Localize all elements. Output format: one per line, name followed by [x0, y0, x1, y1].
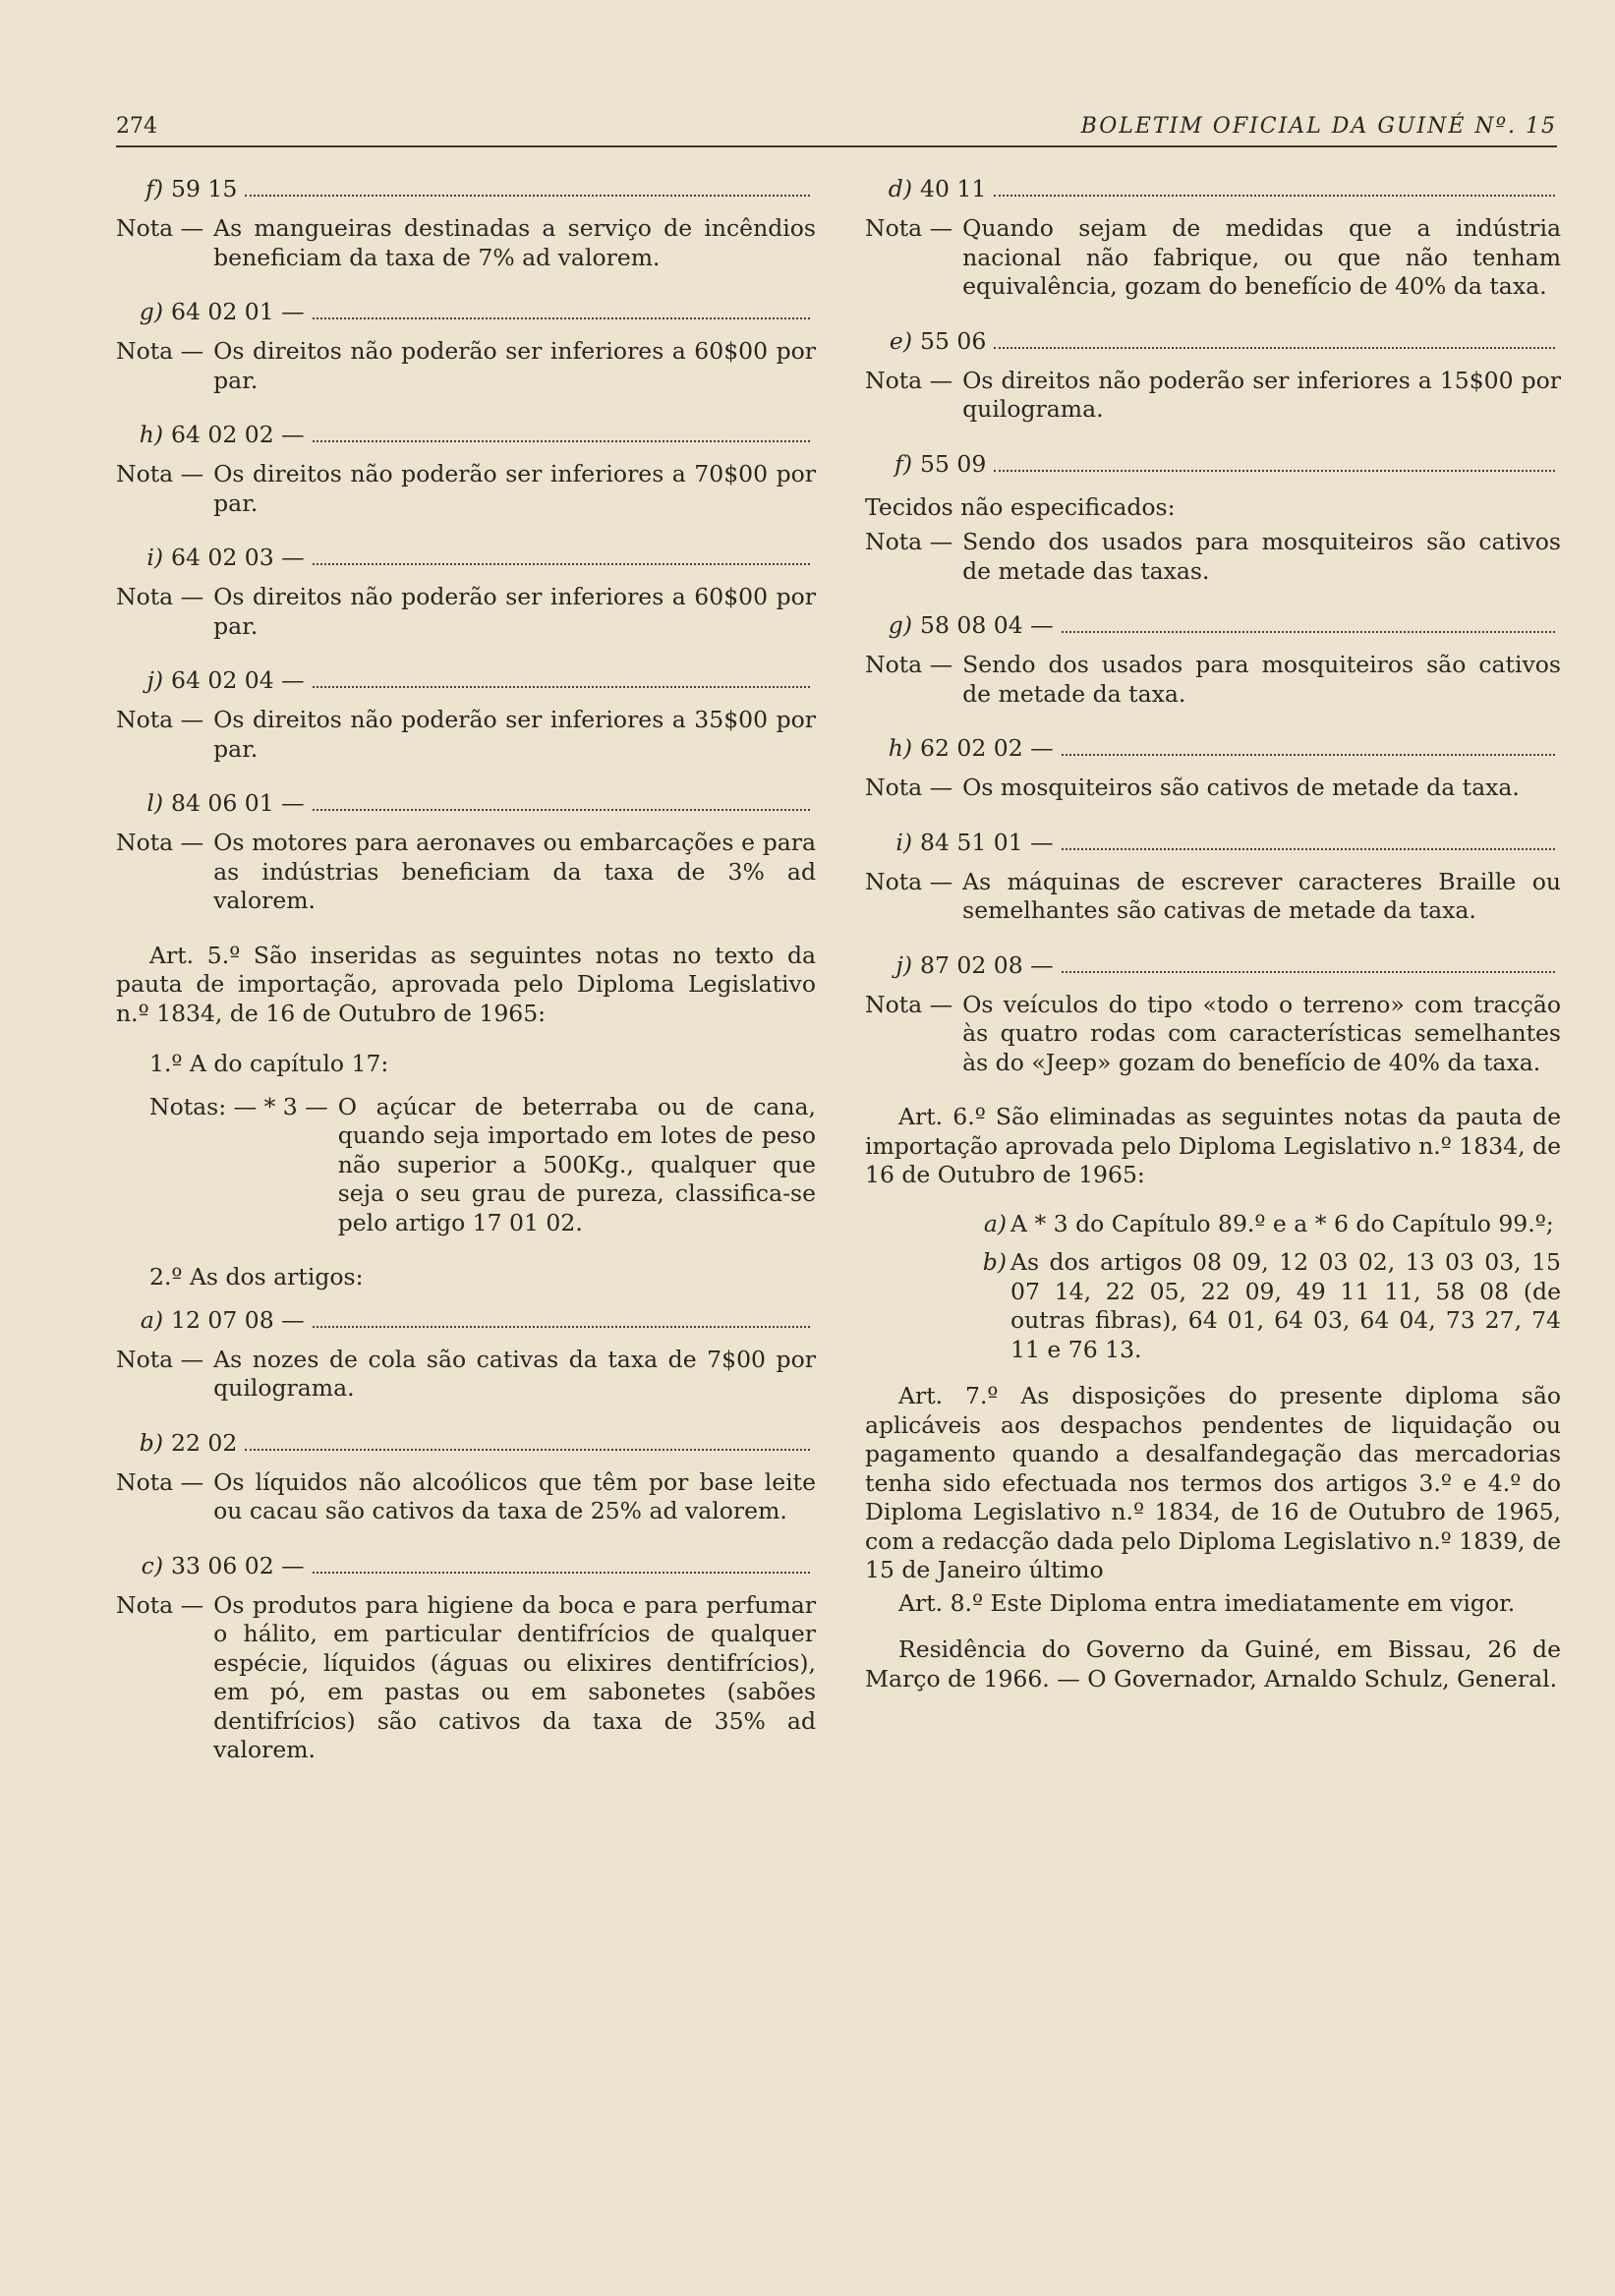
art6-item-text: As dos artigos 08 09, 12 03 02, 13 03 03, 15 07 14, 22 05, 22 09, 49 11 11, 58 08 (de outras fibras), 64 01, 64 03, 64 04, 73 27, 74 11 e 76 13.	[1010, 1248, 1561, 1363]
art6-item-letter: b)	[982, 1248, 1007, 1276]
closing-signature: Residência do Governo da Guiné, em Bissau, 26 de Março de 1966. — O Governador, Arnaldo Schulz, General.	[865, 1636, 1561, 1693]
entry-note	[116, 706, 816, 764]
dot-leader	[994, 195, 1555, 197]
entry-code: 87 02 08 —	[920, 950, 1054, 979]
entry-head	[865, 951, 1561, 981]
entry-head	[116, 175, 816, 204]
note-text: Os direitos não poderão ser inferiores a 60$00 por par.	[213, 583, 816, 640]
tariff-entry	[116, 544, 816, 641]
note-label: Nota —	[865, 867, 953, 895]
note-label: Nota —	[116, 706, 204, 733]
tariff-entry	[116, 175, 816, 272]
page-number: 274	[116, 114, 157, 139]
entry-letter: f)	[145, 175, 163, 202]
note-text: Os veículos do tipo «todo o terreno» com tracção às quatro rodas com características semelhantes às do «Jeep» gozam do benefício de 40% da taxa.	[962, 990, 1561, 1076]
note-label: Nota —	[865, 366, 953, 394]
entry-letter: g)	[888, 611, 912, 639]
entry-code: 84 06 01 —	[171, 789, 305, 817]
entry-f-note	[865, 528, 1561, 586]
entry-head	[865, 175, 1561, 204]
entry-head	[116, 666, 816, 696]
dot-leader	[313, 1572, 810, 1574]
entry-letter: j)	[146, 666, 163, 694]
dot-leader	[245, 1449, 810, 1451]
note-text: Os motores para aeronaves ou embarcações e para as indústrias beneficiam da taxa de 3% ad valorem.	[213, 829, 816, 914]
dot-leader	[313, 809, 810, 811]
entry-letter: f)	[894, 449, 912, 478]
note-label: Nota —	[116, 1467, 204, 1496]
entry-code: 64 02 03 —	[171, 544, 305, 571]
cap17-note-text: O açúcar de beterraba ou de cana, quando seja importado em lotes de peso não superior a 500Kg., qualquer que seja o seu grau de pureza, classifica-se pelo artigo 17 01 02.	[337, 1092, 816, 1236]
note-label: Nota —	[865, 990, 953, 1018]
note-text: Os direitos não poderão ser inferiores a 15$00 por quilograma.	[962, 366, 1561, 423]
tariff-entry	[116, 1306, 816, 1404]
page-header	[116, 110, 1557, 149]
entry-code: 55 09	[920, 449, 987, 478]
note-label: Nota —	[865, 528, 953, 555]
entry-note	[116, 460, 816, 518]
artigos-heading: 2.º As dos artigos:	[149, 1263, 364, 1291]
art6-item	[967, 1210, 1561, 1239]
note-text: Os direitos não poderão ser inferiores a 60$00 por par.	[213, 337, 816, 394]
art6-item	[967, 1248, 1561, 1364]
note-label: Nota —	[116, 583, 204, 610]
entry-code: 64 02 04 —	[171, 666, 305, 694]
tariff-entry	[116, 421, 816, 518]
entry-code: 33 06 02 —	[171, 1551, 305, 1579]
entry-letter: i)	[146, 544, 163, 571]
entry-code: 22 02	[171, 1428, 238, 1457]
note-text: Os direitos não poderão ser inferiores a 70$00 por par.	[213, 460, 816, 517]
tariff-entry	[865, 611, 1561, 709]
entry-head	[865, 327, 1561, 357]
dot-leader	[1062, 848, 1555, 850]
note-text: Os produtos para higiene da boca e para perfumar o hálito, em particular dentifrícios de qualquer espécie, líquidos (águas ou elixires dentifrícios), em pó, em pastas ou em sabonetes (sabões dentifrícios) são cativos da taxa de 35% ad valorem.	[213, 1590, 816, 1763]
entry-code: 40 11	[920, 175, 987, 202]
art5-text: Art. 5.º São inseridas as seguintes notas no texto da pauta de importação, aprovada pelo Diploma Legislativo n.º 1834, de 16 de Outubro de 1965:	[116, 941, 816, 1027]
note-label: Nota —	[116, 214, 204, 242]
art6-text: Art. 6.º São eliminadas as seguintes notas da pauta de importação aprovada pelo Diploma Legislativo n.º 1834, de 16 de Outubro de 1965:	[865, 1103, 1561, 1188]
tariff-entry	[865, 175, 1561, 302]
dot-leader	[313, 317, 810, 319]
cap17-note-label: Notas: — * 3 —	[149, 1092, 328, 1120]
right-entries	[865, 175, 1561, 425]
entry-code: 84 51 01 —	[920, 828, 1054, 856]
tariff-entry	[865, 327, 1561, 425]
note-text: As mangueiras destinadas a serviço de incêndios beneficiam da taxa de 7% ad valorem.	[213, 214, 816, 271]
entry-head	[865, 611, 1561, 641]
entry-note	[865, 774, 1561, 803]
running-title: BOLETIM OFICIAL DA GUINÉ Nº. 15	[1080, 114, 1557, 139]
note-text: Os direitos não poderão ser inferiores a 35$00 por par.	[213, 706, 816, 763]
note-text: As nozes de cola são cativas da taxa de 7$00 por quilograma.	[213, 1345, 816, 1402]
entry-letter: l)	[146, 789, 163, 817]
entry-head	[116, 1552, 816, 1581]
note-label: Nota —	[116, 460, 204, 488]
art7-text: Art. 7.º As disposições do presente diploma são aplicáveis aos despachos pendentes de liquidação ou pagamento quando a desalfandegação das mercadorias tenha sido efectuada nos termos dos artigos 3.º e 4.º do Diploma Legislativo n.º 1834, de 16 de Outubro de 1965, com a redacção dada pelo Diploma Legislativo n.º 1839, de 15 de Janeiro último	[865, 1382, 1561, 1583]
entry-head	[116, 421, 816, 450]
note-label: Nota —	[865, 651, 953, 678]
left-entries-artigos	[116, 1306, 816, 1765]
entry-head	[116, 1429, 816, 1459]
entry-letter: a)	[140, 1305, 163, 1334]
art6-item-letter: a)	[983, 1209, 1007, 1237]
entry-note	[865, 214, 1561, 302]
entry-note	[865, 868, 1561, 926]
dot-leader	[313, 686, 810, 688]
entry-f-subheading: Tecidos não especificados:	[865, 492, 1176, 521]
entry-letter: g)	[139, 298, 163, 325]
note-text: Os líquidos não alcoólicos que têm por base leite ou cacau são cativos da taxa de 25% ad valorem.	[213, 1467, 816, 1524]
tariff-entry	[116, 298, 816, 395]
cap17-note	[149, 1093, 816, 1238]
tariff-entry	[116, 1429, 816, 1526]
tariff-entry	[865, 734, 1561, 803]
tariff-entry	[865, 951, 1561, 1078]
tariff-entry	[116, 1552, 816, 1765]
entry-letter: c)	[141, 1551, 163, 1579]
entry-head	[865, 734, 1561, 764]
entry-head	[116, 789, 816, 819]
note-label: Nota —	[116, 1345, 204, 1373]
dot-leader	[1062, 631, 1555, 633]
art8-text: Art. 8.º Este Diploma entra imediatamente em vigor.	[898, 1588, 1516, 1617]
left-column	[116, 175, 816, 1791]
entry-code: 55 06	[920, 326, 987, 355]
entry-note	[116, 337, 816, 395]
entry-note	[865, 991, 1561, 1078]
tariff-entry	[865, 829, 1561, 926]
note-text: Os mosquiteiros são cativos de metade da taxa.	[962, 774, 1520, 801]
entry-letter: e)	[889, 326, 912, 355]
header-rule	[116, 145, 1557, 147]
entry-letter: d)	[888, 175, 912, 202]
entry-head	[865, 829, 1561, 858]
entry-note	[116, 1468, 816, 1526]
dot-leader	[313, 440, 810, 442]
entry-head	[116, 1306, 816, 1336]
note-text: As máquinas de escrever caracteres Braille ou semelhantes são cativas de metade da taxa.	[962, 867, 1561, 924]
entry-f-head	[865, 450, 1561, 480]
entry-note	[116, 583, 816, 641]
dot-leader	[245, 195, 810, 197]
dot-leader	[313, 563, 810, 565]
dot-leader	[1062, 971, 1555, 973]
entry-code: 59 15	[171, 175, 238, 202]
note-label: Nota —	[116, 1590, 204, 1619]
note-label: Nota —	[116, 829, 204, 856]
entry-code: 64 02 02 —	[171, 421, 305, 448]
art6-list	[865, 1210, 1561, 1365]
entry-letter: b)	[139, 1428, 163, 1457]
entry-note	[865, 651, 1561, 709]
right-entries-more	[865, 611, 1561, 1077]
note-label: Nota —	[865, 774, 953, 801]
art6-item-text: A * 3 do Capítulo 89.º e a * 6 do Capítulo 99.º;	[1010, 1209, 1554, 1237]
entry-head	[116, 544, 816, 573]
dot-leader	[994, 347, 1555, 349]
closing-text	[865, 1636, 1561, 1693]
cap17-heading: 1.º A do capítulo 17:	[149, 1050, 389, 1077]
tariff-entry	[116, 789, 816, 916]
entry-note	[116, 1346, 816, 1404]
note-text: Sendo dos usados para mosquiteiros são cativos de metade das taxas.	[962, 528, 1561, 585]
note-text: Quando sejam de medidas que a indústria nacional não fabrique, ou que não tenham equivalência, gozam do benefício de 40% da taxa.	[962, 214, 1561, 300]
dot-leader	[994, 470, 1555, 472]
entry-letter: j)	[895, 950, 912, 979]
dot-leader	[313, 1326, 810, 1328]
tariff-entry	[116, 666, 816, 764]
note-label: Nota —	[865, 214, 953, 242]
entry-f	[865, 450, 1561, 587]
entry-letter: h)	[139, 421, 163, 448]
note-label: Nota —	[116, 337, 204, 365]
dot-leader	[1062, 754, 1555, 756]
entry-letter: i)	[895, 828, 912, 856]
entry-note	[116, 829, 816, 916]
entry-code: 12 07 08 —	[171, 1305, 305, 1334]
entry-note	[865, 367, 1561, 425]
entry-note	[116, 1591, 816, 1765]
entry-note	[116, 214, 816, 272]
entry-code: 58 08 04 —	[920, 611, 1054, 639]
entry-letter: h)	[888, 734, 912, 762]
right-column	[865, 175, 1561, 1693]
entry-head	[116, 298, 816, 327]
left-entries	[116, 175, 816, 916]
entry-code: 62 02 02 —	[920, 734, 1054, 762]
note-text: Sendo dos usados para mosquiteiros são cativos de metade da taxa.	[962, 651, 1561, 708]
entry-code: 64 02 01 —	[171, 298, 305, 325]
